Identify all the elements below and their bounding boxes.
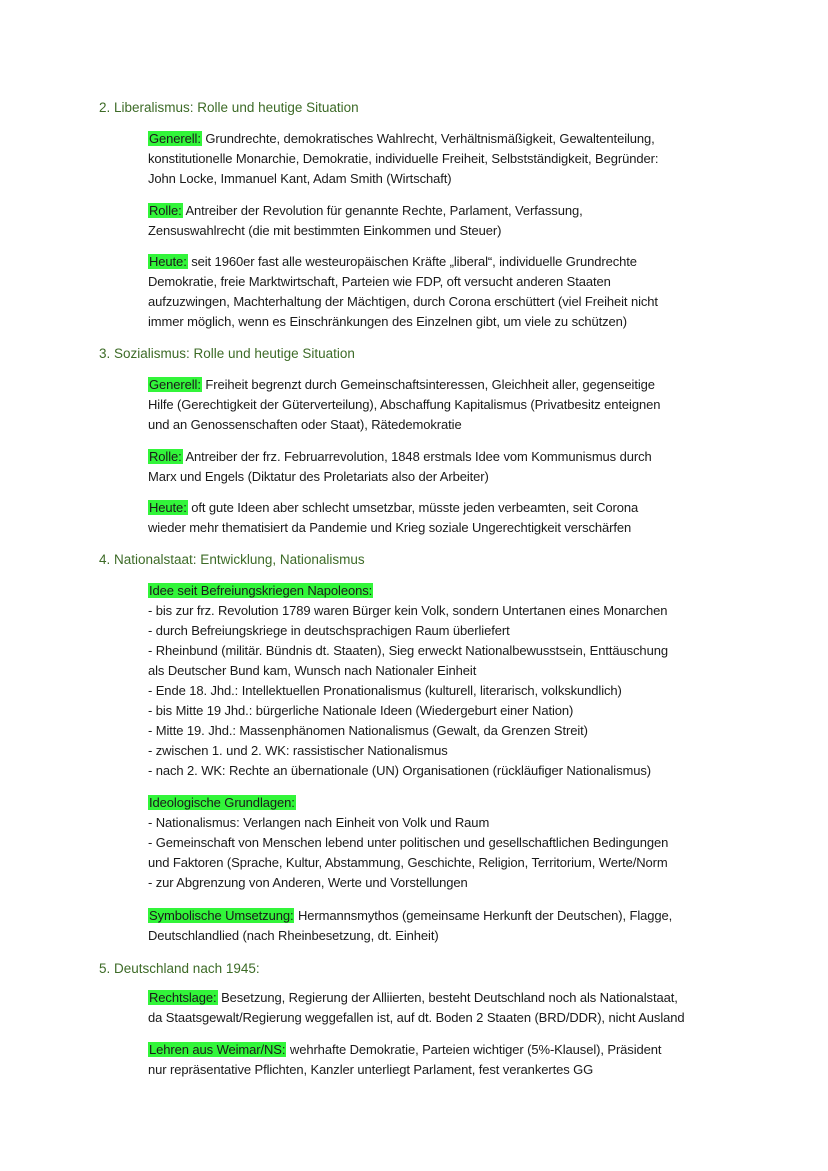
text-line: Deutschlandlied (nach Rheinbesetzung, dt. Einheit): [148, 928, 439, 943]
text-line: - bis Mitte 19 Jhd.: bürgerliche Nationale Ideen (Wiedergeburt einer Nation): [148, 703, 574, 718]
text-line: [148, 447, 748, 467]
text-line: immer möglich, wenn es Einschränkungen des Einzelnen gibt, um viele zu schützen): [148, 314, 628, 329]
highlighted-label: Idee seit Befreiungskriegen Napoleons:: [149, 583, 373, 598]
text-line: - Mitte 19. Jhd.: Massenphänomen Nationalismus (Gewalt, da Grenzen Streit): [148, 723, 588, 738]
text-segment: Freiheit begrenzt durch Gemeinschaftsinteressen, Gleichheit aller, gegenseitige: [205, 377, 655, 392]
text-line: - nach 2. WK: Rechte an übernationale (UN) Organisationen (rückläufiger Nationalismus): [148, 763, 651, 778]
text-line: - zwischen 1. und 2. WK: rassistischer Nationalismus: [148, 743, 448, 758]
highlighted-label: Rechtslage:: [149, 990, 217, 1005]
text-line: [148, 906, 748, 926]
highlighted-label: Symbolische Umsetzung:: [149, 908, 294, 923]
highlighted-label: Heute:: [149, 500, 187, 515]
text-block: [148, 988, 748, 1028]
text-line: [148, 581, 748, 601]
text-block: [148, 375, 748, 435]
text-block: [148, 793, 748, 893]
highlighted-label: Lehren aus Weimar/NS:: [149, 1042, 286, 1057]
text-block: [148, 906, 748, 946]
text-block: [148, 498, 748, 538]
text-segment: Antreiber der frz. Februarrevolution, 1848 erstmals Idee vom Kommunismus durch: [185, 449, 652, 464]
text-line: und Faktoren (Sprache, Kultur, Abstammung, Geschichte, Religion, Territorium, Werte/Norm: [148, 855, 668, 870]
text-block: [148, 129, 748, 189]
highlighted-label: Generell:: [149, 377, 201, 392]
text-line: Hilfe (Gerechtigkeit der Güterverteilung), Abschaffung Kapitalismus (Privatbesitz enteignen: [148, 397, 661, 412]
text-line: - Nationalismus: Verlangen nach Einheit von Volk und Raum: [148, 815, 490, 830]
highlighted-label: Rolle:: [149, 449, 182, 464]
text-line: wieder mehr thematisiert da Pandemie und Krieg soziale Ungerechtigkeit verschärfen: [148, 520, 632, 535]
text-line: [148, 793, 748, 813]
text-line: [148, 988, 748, 1008]
highlighted-label: Heute:: [149, 254, 187, 269]
text-line: konstitutionelle Monarchie, Demokratie, individuelle Freiheit, Selbstständigkeit, Begründer:: [148, 151, 659, 166]
text-block: [148, 201, 748, 241]
section-heading: 4. Nationalstaat: Entwicklung, Nationalismus: [99, 552, 365, 567]
text-segment: oft gute Ideen aber schlecht umsetzbar, müsste jeden verbeamten, seit Corona: [191, 500, 639, 515]
highlighted-label: Ideologische Grundlagen:: [149, 795, 295, 810]
text-line: [148, 252, 748, 272]
text-block: [148, 581, 748, 781]
text-line: - Rheinbund (militär. Bündnis dt. Staaten), Sieg erweckt Nationalbewusstsein, Enttäuschung: [148, 643, 668, 658]
text-line: [148, 1040, 748, 1060]
text-segment: wehrhafte Demokratie, Parteien wichtiger (5%-Klausel), Präsident: [289, 1042, 662, 1057]
text-segment: seit 1960er fast alle westeuropäischen Kräfte „liberal“, individuelle Grundrechte: [191, 254, 637, 269]
text-line: Marx und Engels (Diktatur des Proletariats also der Arbeiter): [148, 469, 489, 484]
text-block: [148, 252, 748, 332]
text-line: nur repräsentative Pflichten, Kanzler unterliegt Parlament, fest verankertes GG: [148, 1062, 594, 1077]
text-line: - Gemeinschaft von Menschen lebend unter politischen und gesellschaftlichen Bedingungen: [148, 835, 669, 850]
text-line: - zur Abgrenzung von Anderen, Werte und Vorstellungen: [148, 875, 468, 890]
highlighted-label: Rolle:: [149, 203, 182, 218]
section-heading: 2. Liberalismus: Rolle und heutige Situation: [99, 100, 359, 115]
section-heading: 5. Deutschland nach 1945:: [99, 961, 260, 976]
text-line: - Ende 18. Jhd.: Intellektuellen Pronationalismus (kulturell, literarisch, volkskundlich): [148, 683, 622, 698]
text-line: [148, 375, 748, 395]
text-line: [148, 498, 748, 518]
text-segment: Hermannsmythos (gemeinsame Herkunft der Deutschen), Flagge,: [298, 908, 673, 923]
section-heading: 3. Sozialismus: Rolle und heutige Situation: [99, 346, 355, 361]
text-segment: Antreiber der Revolution für genannte Rechte, Parlament, Verfassung,: [185, 203, 583, 218]
text-line: Zensuswahlrecht (die mit bestimmten Einkommen und Steuer): [148, 223, 502, 238]
text-line: da Staatsgewalt/Regierung weggefallen ist, auf dt. Boden 2 Staaten (BRD/DDR), nicht Ausland: [148, 1010, 685, 1025]
text-line: - bis zur frz. Revolution 1789 waren Bürger kein Volk, sondern Untertanen eines Monarchen: [148, 603, 668, 618]
text-segment: Besetzung, Regierung der Alliierten, besteht Deutschland noch als Nationalstaat,: [221, 990, 678, 1005]
text-block: [148, 1040, 748, 1080]
highlighted-label: Generell:: [149, 131, 201, 146]
text-line: [148, 201, 748, 221]
text-segment: Grundrechte, demokratisches Wahlrecht, Verhältnismäßigkeit, Gewaltenteilung,: [205, 131, 655, 146]
text-line: Demokratie, freie Marktwirtschaft, Parteien wie FDP, oft versucht anderen Staaten: [148, 274, 611, 289]
text-line: als Deutscher Bund kam, Wunsch nach Nationaler Einheit: [148, 663, 477, 678]
text-block: [148, 447, 748, 487]
text-line: und an Genossenschaften oder Staat), Rätedemokratie: [148, 417, 462, 432]
text-line: aufzuzwingen, Machterhaltung der Mächtigen, durch Corona erschüttert (viel Freiheit nicht: [148, 294, 658, 309]
text-line: - durch Befreiungskriege in deutschsprachigen Raum überliefert: [148, 623, 510, 638]
text-line: John Locke, Immanuel Kant, Adam Smith (Wirtschaft): [148, 171, 452, 186]
text-line: [148, 129, 748, 149]
